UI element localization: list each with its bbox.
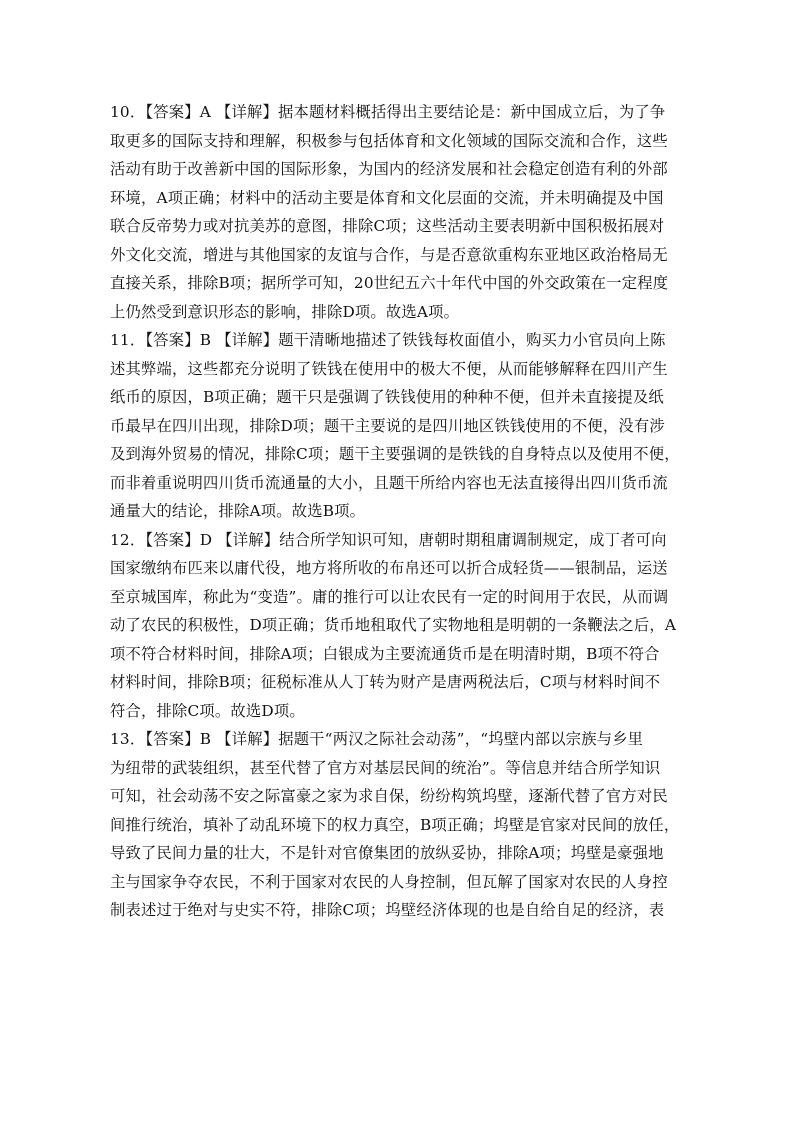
- answer-explanations: [110, 98, 690, 925]
- text-line: 纸币的原因，B项正确；题干只是强调了铁钱使用的种种不便，但并未直接提及纸: [110, 388, 664, 406]
- text-line: 币最早在四川出现，排除D项；题干主要说的是四川地区铁钱使用的不便，没有涉: [110, 416, 665, 435]
- text-line: 而非着重说明四川货币流通量的大小，且题干所给内容也无法直接得出四川货币流: [110, 473, 668, 492]
- text-line: 动了农民的积极性，D项正确；货币地租取代了实物地租是明朝的一条鞭法之后，A: [110, 616, 677, 634]
- text-line: 直接关系，排除B项；据所学可知，20世纪五六十年代中国的外交政策在一定程度: [110, 274, 669, 292]
- text-line: 主与国家争夺农民，不利于国家对农民的人身控制，但瓦解了国家对农民的人身控: [110, 872, 668, 891]
- text-line: 符合，排除C项。故选D项。: [110, 701, 305, 720]
- text-line: 材料时间，排除B项；征税标准从人丁转为财产是唐两税法后，C项与材料时间不: [110, 673, 661, 691]
- text-line: 13．【答案】B 【详解】据题干“两汉之际社会动荡”，“坞壁内部以宗族与乡里: [110, 730, 644, 748]
- text-line: 间推行统治，填补了动乱环境下的权力真空，B项正确；坞壁是官家对民间的放任，: [110, 815, 680, 834]
- text-line: 外文化交流，增进与其他国家的友谊与合作，与是否意欲重构东亚地区政治格局无: [110, 245, 668, 264]
- text-line: 项不符合材料时间，排除A项；白银成为主要流通货币是在明清时期，B项不符合: [110, 644, 660, 663]
- text-line: 联合反帝势力或对抗美苏的意图，排除C项；这些活动主要表明新中国积极拓展对: [110, 217, 665, 235]
- text-line: 上仍然受到意识形态的影响，排除D项。故选A项。: [110, 302, 460, 321]
- text-line: 11．【答案】B 【详解】题干清晰地描述了铁钱每枚面值小，购买力小官员向上陈: [110, 331, 666, 349]
- text-line: 通量大的结论，排除A项。故选B项。: [110, 502, 366, 520]
- text-line: 12．【答案】D 【详解】结合所学知识可知，唐朝时期租庸调制规定，成丁者可向: [110, 530, 667, 549]
- text-line: 10．【答案】A 【详解】据本题材料概括得出主要结论是：新中国成立后，为了争: [110, 103, 666, 121]
- text-line: 活动有助于改善新中国的国际形象，为国内的经济发展和社会稳定创造有利的外部: [110, 160, 668, 178]
- text-line: 国家缴纳布匹来以庸代役，地方将所收的布帛还可以折合成轻货——银制品，运送: [110, 559, 668, 577]
- text-line: 为纽带的武装组织，甚至代替了官方对基层民间的统治”。等信息并结合所学知识: [110, 758, 661, 777]
- text-line: 述其弊端，这些都充分说明了铁钱在使用中的极大不便，从而能够解释在四川产生: [110, 359, 668, 378]
- text-line: 取更多的国际支持和理解，积极参与包括体育和文化领域的国际交流和合作，这些: [110, 131, 668, 150]
- text-line: 制表述过于绝对与史实不符，排除C项；坞壁经济体现的也是自给自足的经济，表: [110, 901, 665, 919]
- text-line: 环境，A项正确；材料中的活动主要是体育和文化层面的交流，并未明确提及中国: [110, 188, 664, 207]
- text-line: 导致了民间力量的壮大，不是针对官僚集团的放纵妥协，排除A项；坞壁是豪强地: [110, 844, 664, 862]
- text-line: 可知，社会动荡不安之际富豪之家为求自保，纷纷构筑坞壁，逐渐代替了官方对民: [110, 787, 668, 805]
- text-line: 至京城国库，称此为“变造”。庸的推行可以让农民有一定的时间用于农民，从而调: [110, 587, 669, 606]
- text-line: 及到海外贸易的情况，排除C项；题干主要强调的是铁钱的自身特点以及使用不便，: [110, 445, 680, 463]
